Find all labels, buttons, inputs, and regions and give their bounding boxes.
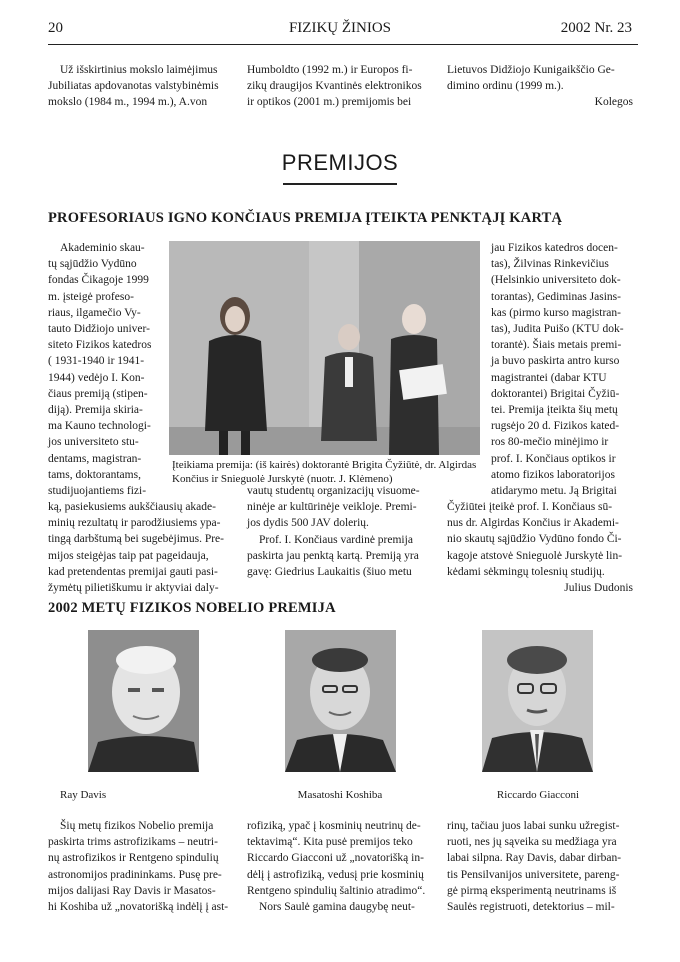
text-line: Nors Saulė gamina daugybę neut- <box>259 901 415 914</box>
text-line: rinų, tačiau juos labai sunku užregist- <box>447 820 620 832</box>
top-col-3 <box>447 62 633 111</box>
text-line: torantas), Gediminas Jasins- <box>491 290 621 303</box>
text-line: torantė). Šiais metais premi- <box>491 339 622 352</box>
text-line: kad pretendentas premijai gauti pasi- <box>48 565 218 578</box>
portrait-ray-davis <box>88 630 199 772</box>
text-line: mokslo (1984 m., 1994 m.), A.von <box>48 96 208 109</box>
text-line: kas (pirmo kurso magistran- <box>491 306 621 319</box>
article-title-nobel-prize: 2002 METŲ FIZIKOS NOBELIO PREMIJA <box>48 600 336 616</box>
text-line: ką, pasiekusiems aukščiausių akade- <box>48 501 216 513</box>
text-line: jos universiteto stu- <box>48 436 139 449</box>
journal-title: FIZIKŲ ŽINIOS <box>288 20 392 36</box>
text-line: diją). Premija skiria- <box>48 404 143 417</box>
page-number: 20 <box>48 20 63 36</box>
text-line: studijuojantiems fizi- <box>48 485 147 498</box>
text-line: Humboldto (1992 m.) ir Europos fi- <box>247 64 413 76</box>
text-line: ( 1931-1940 ir 1941- <box>48 355 145 368</box>
award-ceremony-photo <box>169 241 480 455</box>
caption-line: Končius ir Snieguolė Jurskytė (nuotr. J. Klėmeno) <box>172 473 393 485</box>
text-line: tų sąjūdžio Vydūno <box>48 258 137 271</box>
name-ray-davis: Ray Davis <box>60 789 107 801</box>
text-line: vautų studentų organizacijų visuome- <box>247 485 420 497</box>
text-line: labai silpna. Ray Davis, dabar dirban- <box>447 852 622 865</box>
text-line: Čyžiūtei įteikė prof. I. Končiaus sū- <box>447 501 613 513</box>
article-title-koncius-prize: PROFESORIAUS IGNO KONČIAUS PREMIJA ĮTEIKTA PENKTĄJĮ KARTĄ <box>48 210 563 226</box>
article1-col-2 <box>247 483 432 580</box>
article1-col-1-wide <box>48 499 233 596</box>
text-line: gė pirmą eksperimentą neutrinams iš <box>447 884 617 897</box>
text-line: 1944) vedėjo I. Kon- <box>48 371 145 384</box>
text-line: nio skautų sąjūdžio Vydūno fondo Či- <box>447 533 622 546</box>
text-line: Už išskirtinius mokslo laimėjimus <box>60 64 218 76</box>
article1-col-3-wide <box>447 499 633 596</box>
text-line: dentams, magistran- <box>48 452 142 465</box>
name-masatoshi-koshiba: Masatoshi Koshiba <box>297 789 383 801</box>
portrait-riccardo-giacconi <box>482 630 593 772</box>
top-col-2 <box>247 62 430 111</box>
article1-col-1-narrow <box>48 240 156 499</box>
section-title-rule <box>283 183 397 185</box>
text-line: dėlį į astrofiziką, vedusį prie kosminių <box>247 868 424 881</box>
text-line: jau Fizikos katedros docen- <box>491 242 618 254</box>
caption-line: Įteikiama premija: (iš kairės) doktorantė Brigita Čyžiūtė, dr. Algirdas <box>172 459 477 471</box>
text-line: jos dydis 500 JAV dolerių. <box>247 517 369 530</box>
text-line: atidarymo metu. Ją Brigitai <box>491 485 617 498</box>
text-line: magistrantei (dabar KTU <box>491 371 607 384</box>
text-line: mijos steigėjas taip pat pageidauja, <box>48 549 209 562</box>
text-line: tams, doktorantams, <box>48 468 141 481</box>
top-col-1 <box>48 62 231 111</box>
text-line: ja buvo paskirta antro kurso <box>491 355 620 368</box>
photo-illustration <box>169 241 480 455</box>
issue-label: 2002 Nr. 23 <box>560 20 632 36</box>
article2-col-3 <box>447 818 633 915</box>
text-line: rugsėjo 20 d. Fizikos kated- <box>491 420 620 433</box>
text-line: tei. Premija įteikta šių metų <box>491 404 618 417</box>
text-line: fondas Čikagoje 1999 <box>48 274 149 287</box>
text-line: (Helsinkio universiteto dok- <box>491 274 621 287</box>
portrait-illustration <box>88 630 199 772</box>
text-line: ma Kauno technologi- <box>48 420 151 433</box>
text-line: kėdami sėkmingų tolesnių studijų. <box>447 565 605 578</box>
text-line: astronomijos pradininkams. Pusę pre- <box>48 868 222 881</box>
text-line: paskirta jau penktą kartą. Premiją yra <box>247 549 419 562</box>
text-line: Akademinio skau- <box>60 242 145 254</box>
text-line: m. įsteigė profeso- <box>48 290 134 303</box>
text-line: tas), Judita Puišo (KTU dok- <box>491 323 624 336</box>
text-line: Šių metų fizikos Nobelio premija <box>60 820 214 832</box>
text-line: tektavimą“. Kita pusė premijos teko <box>247 836 413 849</box>
text-line: dimino ordinu (1999 m.). <box>447 80 564 93</box>
text-line: atomo fizikos laboratorijos <box>491 468 615 481</box>
signature: Julius Dudonis <box>564 582 633 595</box>
name-riccardo-giacconi: Riccardo Giacconi <box>496 789 580 801</box>
text-line: zikų draugijos Kvantinės elektronikos <box>247 80 422 93</box>
text-line: Riccardo Giacconi už „novatorišką in- <box>247 852 424 865</box>
text-line: nų astrofizikos ir Rentgeno spindulių <box>48 852 219 865</box>
text-line: tauto Didžiojo univer- <box>48 323 150 336</box>
text-line: tas), Žilvinas Rinkevičius <box>491 258 609 271</box>
portrait-illustration <box>285 630 396 772</box>
text-line: tingą darbštumą bei sugebėjimus. Pre- <box>48 533 224 546</box>
text-line: hi Koshiba už „novatorišką indėlį į ast- <box>48 901 229 914</box>
text-line: ir optikos (2001 m.) premijomis bei <box>247 96 412 109</box>
portrait-illustration <box>482 630 593 772</box>
text-line: siteto Fizikos katedros <box>48 339 152 352</box>
article2-col-1 <box>48 818 233 915</box>
text-line: Rentgeno spindulių šaltinio atradimo“. <box>247 884 426 897</box>
text-line: nus dr. Algirdas Končius ir Akademi- <box>447 517 619 530</box>
text-line: riaus, ilgamečio Vy- <box>48 306 141 319</box>
text-line: kagoje atstovė Snieguolė Jurskytė lin- <box>447 549 623 562</box>
text-line: gavę: Giedrius Laukaitis (šiuo metu <box>247 566 412 579</box>
text-line: Jubiliatas apdovanotas valstybinėmis <box>48 80 219 93</box>
signature: Kolegos <box>594 96 633 109</box>
article1-col-3-narrow <box>491 240 633 499</box>
portrait-masatoshi-koshiba <box>285 630 396 772</box>
section-title: PREMIJOS <box>281 150 399 175</box>
text-line: tis Pensilvanijos universitete, pareng- <box>447 868 620 881</box>
text-line: mijos dalijasi Ray Davis ir Masatos- <box>48 884 216 897</box>
text-line: ros 80-mečio minėjimo ir <box>491 436 609 449</box>
text-line: minių rezultatų ir parodžiusiems ypa- <box>48 517 221 530</box>
text-line: paskirta trims astrofizikams – neutri- <box>48 836 218 849</box>
article2-col-2 <box>247 818 432 915</box>
text-line: prof. I. Končiaus optikos ir <box>491 452 616 465</box>
text-line: Prof. I. Končiaus vardinė premija <box>259 533 413 546</box>
text-line: rofiziką, ypač į kosminių neutrinų de- <box>247 820 421 832</box>
text-line: žymėtų pilietiškumu ir aktyviai daly- <box>48 582 219 595</box>
text-line: čiaus premiją (stipen- <box>48 387 148 400</box>
text-line: Saulės registruoti, detektorius – mil- <box>447 901 615 914</box>
text-line: ruoti, nes jų sąveika su medžiaga yra <box>447 836 617 849</box>
text-line: ninėje ar kultūrinėje veikloje. Premi- <box>247 501 417 514</box>
photo-caption <box>172 458 480 486</box>
text-line: doktorantei) Brigitai Čyžiū- <box>491 387 620 400</box>
text-line: Lietuvos Didžiojo Kunigaikščio Ge- <box>447 64 615 76</box>
header-rule <box>48 44 638 45</box>
